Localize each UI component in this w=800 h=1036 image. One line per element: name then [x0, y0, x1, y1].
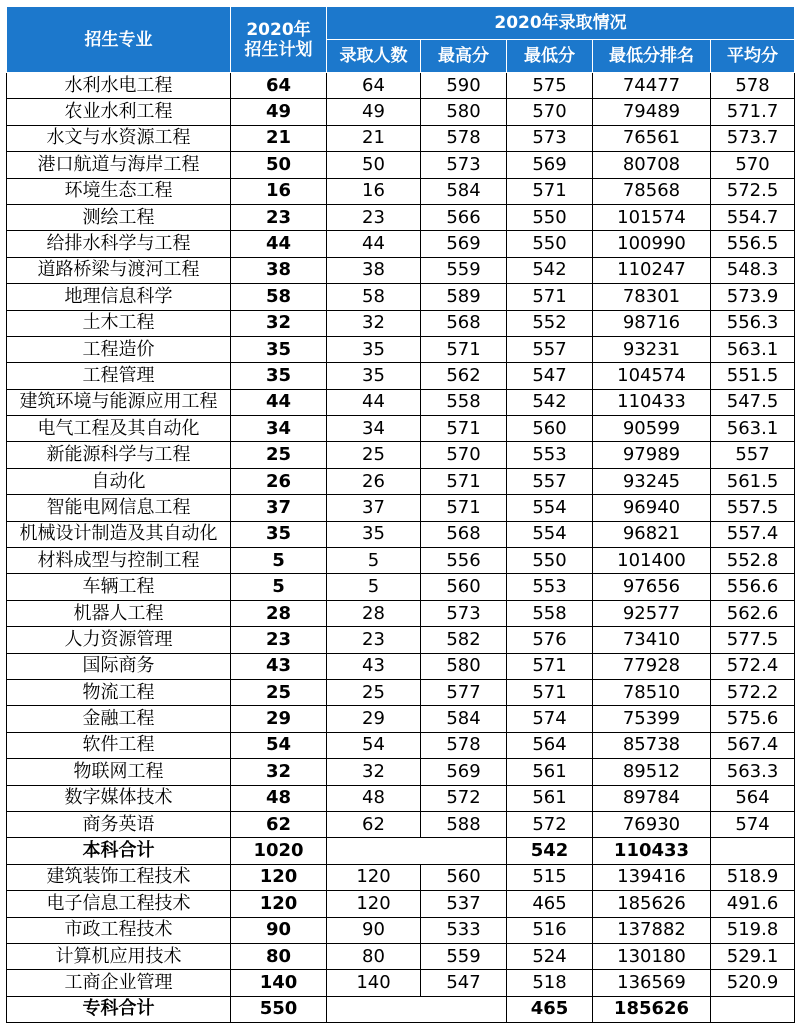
admitted-cell: 37	[327, 495, 421, 521]
max-cell: 560	[421, 574, 507, 600]
admitted-cell: 90	[327, 917, 421, 943]
plan-cell: 49	[231, 99, 327, 125]
plan-cell: 58	[231, 284, 327, 310]
max-cell: 571	[421, 495, 507, 521]
admitted-cell: 35	[327, 521, 421, 547]
table-row	[7, 231, 795, 257]
table-row	[7, 152, 795, 178]
max-cell: 584	[421, 706, 507, 732]
min-rank-cell: 185626	[593, 891, 711, 917]
major-cell: 建筑装饰工程技术	[7, 864, 231, 890]
table-row	[7, 389, 795, 415]
avg-cell: 570	[711, 152, 795, 178]
min-cell: 558	[507, 600, 593, 626]
total-min: 465	[507, 996, 593, 1022]
min-rank-cell: 101400	[593, 548, 711, 574]
min-cell: 542	[507, 257, 593, 283]
table-header	[7, 7, 795, 73]
avg-cell: 572.5	[711, 178, 795, 204]
max-cell: 577	[421, 679, 507, 705]
admitted-cell: 50	[327, 152, 421, 178]
min-cell: 550	[507, 204, 593, 230]
table-row	[7, 257, 795, 283]
admitted-cell: 25	[327, 442, 421, 468]
major-cell: 测绘工程	[7, 204, 231, 230]
avg-cell: 556.5	[711, 231, 795, 257]
max-cell: 578	[421, 125, 507, 151]
major-cell: 水利水电工程	[7, 73, 231, 99]
plan-cell: 28	[231, 600, 327, 626]
major-cell: 商务英语	[7, 811, 231, 837]
avg-cell: 572.4	[711, 653, 795, 679]
major-cell: 自动化	[7, 468, 231, 494]
avg-cell: 561.5	[711, 468, 795, 494]
plan-cell: 5	[231, 574, 327, 600]
avg-cell: 564	[711, 785, 795, 811]
table-row	[7, 679, 795, 705]
table-row	[7, 99, 795, 125]
min-cell: 553	[507, 574, 593, 600]
admitted-cell: 21	[327, 125, 421, 151]
plan-cell: 32	[231, 310, 327, 336]
table-row	[7, 336, 795, 362]
header-min-rank: 最低分排名	[593, 40, 711, 73]
min-rank-cell: 78510	[593, 679, 711, 705]
table-row	[7, 204, 795, 230]
avg-cell: 563.1	[711, 336, 795, 362]
min-rank-cell: 78568	[593, 178, 711, 204]
plan-cell: 26	[231, 468, 327, 494]
major-cell: 水文与水资源工程	[7, 125, 231, 151]
min-cell: 524	[507, 943, 593, 969]
min-rank-cell: 78301	[593, 284, 711, 310]
max-cell: 570	[421, 442, 507, 468]
max-cell: 580	[421, 653, 507, 679]
max-cell: 582	[421, 627, 507, 653]
min-cell: 561	[507, 759, 593, 785]
admitted-cell: 120	[327, 891, 421, 917]
major-cell: 机器人工程	[7, 600, 231, 626]
table-row	[7, 653, 795, 679]
major-cell: 环境生态工程	[7, 178, 231, 204]
max-cell: 584	[421, 178, 507, 204]
admitted-cell: 64	[327, 73, 421, 99]
max-cell: 537	[421, 891, 507, 917]
min-rank-cell: 96821	[593, 521, 711, 547]
table-row	[7, 943, 795, 969]
min-rank-cell: 93245	[593, 468, 711, 494]
avg-cell: 562.6	[711, 600, 795, 626]
admitted-cell: 5	[327, 548, 421, 574]
major-cell: 车辆工程	[7, 574, 231, 600]
avg-cell: 547.5	[711, 389, 795, 415]
plan-cell: 64	[231, 73, 327, 99]
avg-cell: 548.3	[711, 257, 795, 283]
table-row	[7, 125, 795, 151]
table-row	[7, 917, 795, 943]
avg-cell: 574	[711, 811, 795, 837]
header-min: 最低分	[507, 40, 593, 73]
table-row	[7, 574, 795, 600]
header-major: 招生专业	[7, 7, 231, 73]
max-cell: 569	[421, 231, 507, 257]
avg-cell: 557.5	[711, 495, 795, 521]
plan-cell: 80	[231, 943, 327, 969]
max-cell: 560	[421, 864, 507, 890]
major-cell: 智能电网信息工程	[7, 495, 231, 521]
plan-cell: 16	[231, 178, 327, 204]
avg-cell: 577.5	[711, 627, 795, 653]
min-cell: 574	[507, 706, 593, 732]
major-cell: 给排水科学与工程	[7, 231, 231, 257]
min-rank-cell: 92577	[593, 600, 711, 626]
min-rank-cell: 139416	[593, 864, 711, 890]
major-cell: 电子信息工程技术	[7, 891, 231, 917]
header-group: 2020年录取情况	[327, 7, 795, 40]
max-cell: 573	[421, 152, 507, 178]
min-rank-cell: 104574	[593, 363, 711, 389]
min-rank-cell: 74477	[593, 73, 711, 99]
table-row	[7, 732, 795, 758]
plan-cell: 23	[231, 627, 327, 653]
min-rank-cell: 130180	[593, 943, 711, 969]
min-cell: 554	[507, 521, 593, 547]
admitted-cell: 48	[327, 785, 421, 811]
total-min-rank: 110433	[593, 838, 711, 864]
min-cell: 547	[507, 363, 593, 389]
major-cell: 计算机应用技术	[7, 943, 231, 969]
min-rank-cell: 100990	[593, 231, 711, 257]
min-cell: 570	[507, 99, 593, 125]
max-cell: 590	[421, 73, 507, 99]
avg-cell: 563.1	[711, 416, 795, 442]
admitted-cell: 23	[327, 627, 421, 653]
total-row	[7, 996, 795, 1022]
plan-cell: 50	[231, 152, 327, 178]
max-cell: 547	[421, 970, 507, 996]
table-row	[7, 363, 795, 389]
max-cell: 559	[421, 257, 507, 283]
table-row	[7, 548, 795, 574]
min-cell: 518	[507, 970, 593, 996]
total-avg	[711, 996, 795, 1022]
total-plan: 550	[231, 996, 327, 1022]
plan-cell: 62	[231, 811, 327, 837]
major-cell: 工程造价	[7, 336, 231, 362]
min-rank-cell: 76561	[593, 125, 711, 151]
admitted-cell: 54	[327, 732, 421, 758]
admitted-cell: 120	[327, 864, 421, 890]
min-rank-cell: 76930	[593, 811, 711, 837]
major-cell: 市政工程技术	[7, 917, 231, 943]
plan-cell: 120	[231, 864, 327, 890]
max-cell: 568	[421, 310, 507, 336]
plan-cell: 35	[231, 521, 327, 547]
total-avg	[711, 838, 795, 864]
total-blank	[327, 838, 507, 864]
max-cell: 566	[421, 204, 507, 230]
min-cell: 571	[507, 679, 593, 705]
major-cell: 机械设计制造及其自动化	[7, 521, 231, 547]
avg-cell: 567.4	[711, 732, 795, 758]
total-label: 专科合计	[7, 996, 231, 1022]
table-row	[7, 416, 795, 442]
plan-cell: 38	[231, 257, 327, 283]
max-cell: 556	[421, 548, 507, 574]
table-row	[7, 521, 795, 547]
min-rank-cell: 89512	[593, 759, 711, 785]
major-cell: 工程管理	[7, 363, 231, 389]
table-row	[7, 178, 795, 204]
max-cell: 580	[421, 99, 507, 125]
min-cell: 550	[507, 231, 593, 257]
min-rank-cell: 79489	[593, 99, 711, 125]
avg-cell: 578	[711, 73, 795, 99]
plan-cell: 48	[231, 785, 327, 811]
table-row	[7, 442, 795, 468]
major-cell: 地理信息科学	[7, 284, 231, 310]
plan-cell: 23	[231, 204, 327, 230]
admitted-cell: 25	[327, 679, 421, 705]
avg-cell: 563.3	[711, 759, 795, 785]
admitted-cell: 32	[327, 759, 421, 785]
max-cell: 568	[421, 521, 507, 547]
plan-cell: 25	[231, 442, 327, 468]
major-cell: 电气工程及其自动化	[7, 416, 231, 442]
table-row	[7, 706, 795, 732]
avg-cell: 529.1	[711, 943, 795, 969]
min-cell: 560	[507, 416, 593, 442]
min-cell: 564	[507, 732, 593, 758]
min-rank-cell: 136569	[593, 970, 711, 996]
admitted-cell: 35	[327, 363, 421, 389]
avg-cell: 519.8	[711, 917, 795, 943]
major-cell: 物流工程	[7, 679, 231, 705]
table-row	[7, 759, 795, 785]
min-rank-cell: 110433	[593, 389, 711, 415]
min-rank-cell: 98716	[593, 310, 711, 336]
table-row	[7, 73, 795, 99]
avg-cell: 573.9	[711, 284, 795, 310]
avg-cell: 556.6	[711, 574, 795, 600]
table-row	[7, 891, 795, 917]
max-cell: 562	[421, 363, 507, 389]
table-row	[7, 284, 795, 310]
min-cell: 572	[507, 811, 593, 837]
min-rank-cell: 89784	[593, 785, 711, 811]
avg-cell: 572.2	[711, 679, 795, 705]
admitted-cell: 44	[327, 231, 421, 257]
admitted-cell: 5	[327, 574, 421, 600]
table-row	[7, 970, 795, 996]
header-max: 最高分	[421, 40, 507, 73]
avg-cell: 551.5	[711, 363, 795, 389]
max-cell: 573	[421, 600, 507, 626]
admitted-cell: 26	[327, 468, 421, 494]
max-cell: 571	[421, 468, 507, 494]
plan-cell: 34	[231, 416, 327, 442]
major-cell: 建筑环境与能源应用工程	[7, 389, 231, 415]
max-cell: 558	[421, 389, 507, 415]
min-cell: 542	[507, 389, 593, 415]
max-cell: 589	[421, 284, 507, 310]
min-rank-cell: 73410	[593, 627, 711, 653]
plan-cell: 43	[231, 653, 327, 679]
min-rank-cell: 137882	[593, 917, 711, 943]
max-cell: 572	[421, 785, 507, 811]
admitted-cell: 28	[327, 600, 421, 626]
table-row	[7, 811, 795, 837]
min-cell: 561	[507, 785, 593, 811]
plan-cell: 25	[231, 679, 327, 705]
max-cell: 569	[421, 759, 507, 785]
total-row	[7, 838, 795, 864]
max-cell: 559	[421, 943, 507, 969]
major-cell: 工商企业管理	[7, 970, 231, 996]
admitted-cell: 49	[327, 99, 421, 125]
major-cell: 新能源科学与工程	[7, 442, 231, 468]
min-rank-cell: 90599	[593, 416, 711, 442]
avg-cell: 575.6	[711, 706, 795, 732]
max-cell: 571	[421, 336, 507, 362]
table-row	[7, 785, 795, 811]
table-row	[7, 627, 795, 653]
major-cell: 港口航道与海岸工程	[7, 152, 231, 178]
min-rank-cell: 85738	[593, 732, 711, 758]
total-plan: 1020	[231, 838, 327, 864]
plan-cell: 32	[231, 759, 327, 785]
plan-cell: 29	[231, 706, 327, 732]
plan-cell: 140	[231, 970, 327, 996]
min-cell: 553	[507, 442, 593, 468]
admission-table	[6, 6, 795, 1023]
min-rank-cell: 93231	[593, 336, 711, 362]
major-cell: 道路桥梁与渡河工程	[7, 257, 231, 283]
total-min-rank: 185626	[593, 996, 711, 1022]
plan-cell: 44	[231, 231, 327, 257]
min-rank-cell: 75399	[593, 706, 711, 732]
admitted-cell: 62	[327, 811, 421, 837]
min-cell: 554	[507, 495, 593, 521]
total-min: 542	[507, 838, 593, 864]
admitted-cell: 35	[327, 336, 421, 362]
min-rank-cell: 77928	[593, 653, 711, 679]
plan-cell: 5	[231, 548, 327, 574]
min-rank-cell: 110247	[593, 257, 711, 283]
admitted-cell: 29	[327, 706, 421, 732]
avg-cell: 491.6	[711, 891, 795, 917]
header-avg: 平均分	[711, 40, 795, 73]
min-cell: 569	[507, 152, 593, 178]
min-rank-cell: 97656	[593, 574, 711, 600]
admitted-cell: 58	[327, 284, 421, 310]
min-rank-cell: 97989	[593, 442, 711, 468]
admitted-cell: 140	[327, 970, 421, 996]
avg-cell: 571.7	[711, 99, 795, 125]
min-cell: 552	[507, 310, 593, 336]
major-cell: 农业水利工程	[7, 99, 231, 125]
min-rank-cell: 101574	[593, 204, 711, 230]
table-row	[7, 310, 795, 336]
min-cell: 576	[507, 627, 593, 653]
min-cell: 571	[507, 653, 593, 679]
plan-cell: 35	[231, 363, 327, 389]
max-cell: 578	[421, 732, 507, 758]
major-cell: 金融工程	[7, 706, 231, 732]
min-cell: 557	[507, 468, 593, 494]
avg-cell: 554.7	[711, 204, 795, 230]
table-row	[7, 600, 795, 626]
admitted-cell: 23	[327, 204, 421, 230]
plan-cell: 44	[231, 389, 327, 415]
major-cell: 国际商务	[7, 653, 231, 679]
plan-cell: 120	[231, 891, 327, 917]
major-cell: 软件工程	[7, 732, 231, 758]
major-cell: 人力资源管理	[7, 627, 231, 653]
table-body	[7, 73, 795, 1023]
plan-cell: 54	[231, 732, 327, 758]
avg-cell: 556.3	[711, 310, 795, 336]
max-cell: 533	[421, 917, 507, 943]
major-cell: 数字媒体技术	[7, 785, 231, 811]
total-label: 本科合计	[7, 838, 231, 864]
min-rank-cell: 80708	[593, 152, 711, 178]
plan-cell: 35	[231, 336, 327, 362]
min-cell: 516	[507, 917, 593, 943]
admitted-cell: 16	[327, 178, 421, 204]
major-cell: 土木工程	[7, 310, 231, 336]
header-plan-line2: 招生计划	[244, 39, 313, 60]
admitted-cell: 43	[327, 653, 421, 679]
major-cell: 物联网工程	[7, 759, 231, 785]
min-rank-cell: 96940	[593, 495, 711, 521]
admitted-cell: 44	[327, 389, 421, 415]
min-cell: 465	[507, 891, 593, 917]
plan-cell: 37	[231, 495, 327, 521]
admitted-cell: 80	[327, 943, 421, 969]
avg-cell: 520.9	[711, 970, 795, 996]
max-cell: 588	[421, 811, 507, 837]
avg-cell: 518.9	[711, 864, 795, 890]
avg-cell: 552.8	[711, 548, 795, 574]
admitted-cell: 34	[327, 416, 421, 442]
min-cell: 557	[507, 336, 593, 362]
header-admitted: 录取人数	[327, 40, 421, 73]
plan-cell: 21	[231, 125, 327, 151]
min-cell: 571	[507, 284, 593, 310]
avg-cell: 573.7	[711, 125, 795, 151]
table-row	[7, 468, 795, 494]
major-cell: 材料成型与控制工程	[7, 548, 231, 574]
min-cell: 550	[507, 548, 593, 574]
header-plan	[231, 7, 327, 73]
min-cell: 515	[507, 864, 593, 890]
table-row	[7, 864, 795, 890]
min-cell: 575	[507, 73, 593, 99]
max-cell: 571	[421, 416, 507, 442]
avg-cell: 557.4	[711, 521, 795, 547]
table-row	[7, 495, 795, 521]
admitted-cell: 38	[327, 257, 421, 283]
avg-cell: 557	[711, 442, 795, 468]
header-plan-line1: 2020年	[246, 19, 311, 40]
plan-cell: 90	[231, 917, 327, 943]
total-blank	[327, 996, 507, 1022]
min-cell: 571	[507, 178, 593, 204]
admitted-cell: 32	[327, 310, 421, 336]
min-cell: 573	[507, 125, 593, 151]
